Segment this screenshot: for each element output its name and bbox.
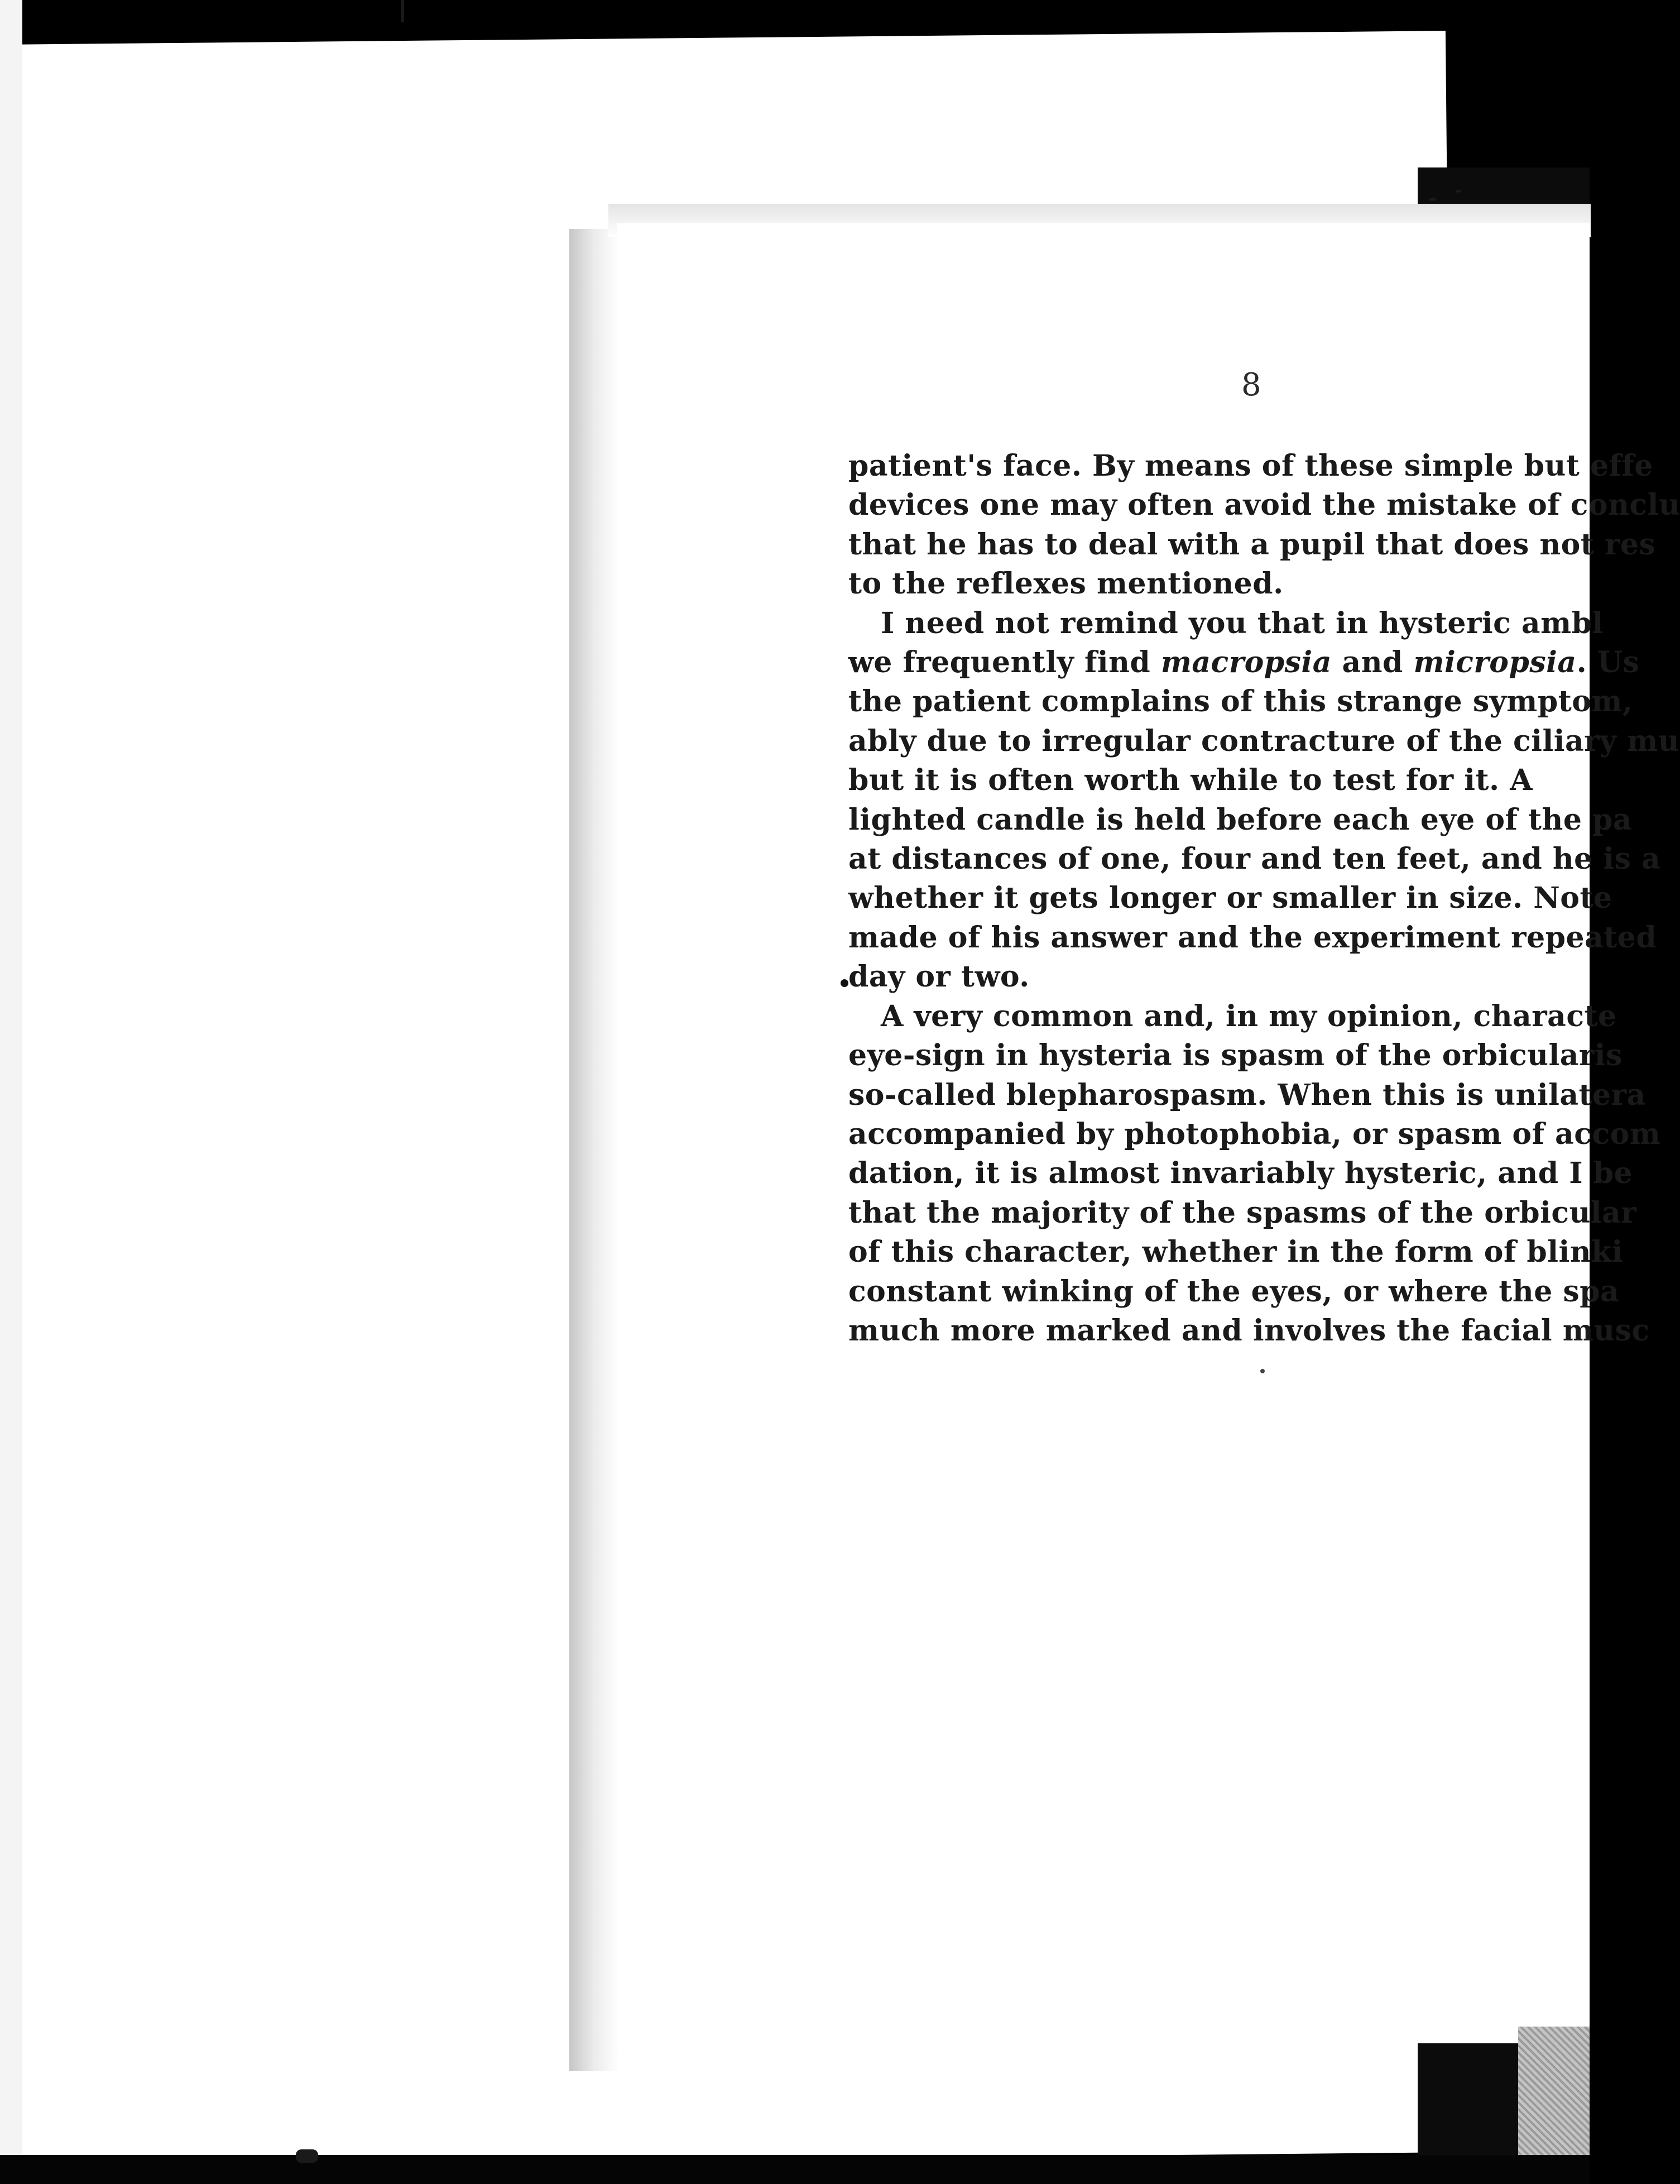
text-line <box>848 682 1633 721</box>
text-line <box>848 486 1680 525</box>
body-text <box>848 447 1680 1350</box>
paragraph-first-line <box>848 997 1617 1036</box>
text-line <box>848 801 1633 840</box>
italic-term: micropsia <box>1413 645 1577 680</box>
text-segment: so-called blepharospasm. When this is unilatera <box>848 1077 1646 1112</box>
text-line <box>848 564 1590 604</box>
scan-bottom-border <box>0 2155 1590 2184</box>
text-line <box>848 525 1656 564</box>
text-segment: the patient complains of this strange symptom, <box>848 684 1633 719</box>
stray-ink-dot <box>1260 1369 1265 1373</box>
scan-speck <box>296 2149 318 2163</box>
italic-term: macropsia <box>1160 645 1332 680</box>
front-page-left-shadow <box>569 229 620 2071</box>
text-line <box>848 918 1657 957</box>
scan-speck <box>401 0 404 22</box>
page-number: 8 <box>1241 367 1261 403</box>
text-line <box>848 722 1680 761</box>
text-line <box>848 1233 1623 1272</box>
text-segment: constant winking of the eyes, or where the spa <box>848 1274 1620 1309</box>
text-segment: much more marked and involves the facial musc <box>848 1313 1650 1348</box>
text-line <box>848 957 1590 997</box>
text-line <box>848 840 1661 879</box>
text-segment: . Us <box>1576 645 1640 680</box>
text-line <box>848 761 1590 800</box>
text-segment: that the majority of the spasms of the orbicular <box>848 1195 1637 1230</box>
text-segment: eye-sign in hysteria is spasm of the orbicularis <box>848 1038 1623 1073</box>
text-line <box>848 879 1612 918</box>
text-segment: that he has to deal with a pupil that does not res <box>848 527 1656 562</box>
text-segment: of this character, whether in the form of blinki <box>848 1235 1623 1270</box>
text-segment: we frequently find <box>848 645 1161 680</box>
text-segment: made of his answer and the experiment repeated <box>848 920 1657 955</box>
text-segment: whether it gets longer or smaller in size. Note <box>848 881 1612 916</box>
text-segment: at distances of one, four and ten feet, and he is a <box>848 842 1661 877</box>
text-segment: devices one may often avoid the mistake of conclu <box>848 488 1680 523</box>
scan-edge-texture <box>1518 2027 1590 2161</box>
text-segment: patient's face. By means of these simple but effe <box>848 449 1653 483</box>
text-segment: A very common and, in my opinion, characte <box>881 999 1617 1033</box>
text-line <box>848 1076 1646 1115</box>
text-segment: ably due to irregular contracture of the ciliary mu <box>848 724 1680 758</box>
text-line <box>848 1311 1650 1350</box>
paragraph-first-line <box>848 604 1604 643</box>
text-segment: to the reflexes mentioned. <box>848 567 1284 601</box>
text-line <box>848 1115 1661 1154</box>
scan-speck <box>1429 198 1437 201</box>
text-segment: and <box>1331 645 1414 680</box>
text-line <box>848 643 1640 682</box>
text-line <box>848 1194 1637 1233</box>
left-paper-strip <box>0 0 22 2166</box>
text-line <box>848 1272 1620 1311</box>
margin-dot <box>841 979 848 987</box>
text-segment: lighted candle is held before each eye of the pa <box>848 802 1633 837</box>
text-line <box>848 447 1653 486</box>
text-segment: day or two. <box>848 960 1030 994</box>
text-line <box>848 1154 1633 1193</box>
text-line <box>848 1036 1623 1075</box>
text-segment: but it is often worth while to test for it. A <box>848 763 1533 798</box>
scan-speck <box>1456 190 1461 193</box>
text-segment: dation, it is almost invariably hysteric, and I be <box>848 1156 1633 1191</box>
text-segment: I need not remind you that in hysteric ambl <box>881 606 1604 640</box>
text-segment: accompanied by photophobia, or spasm of accom <box>848 1117 1661 1151</box>
